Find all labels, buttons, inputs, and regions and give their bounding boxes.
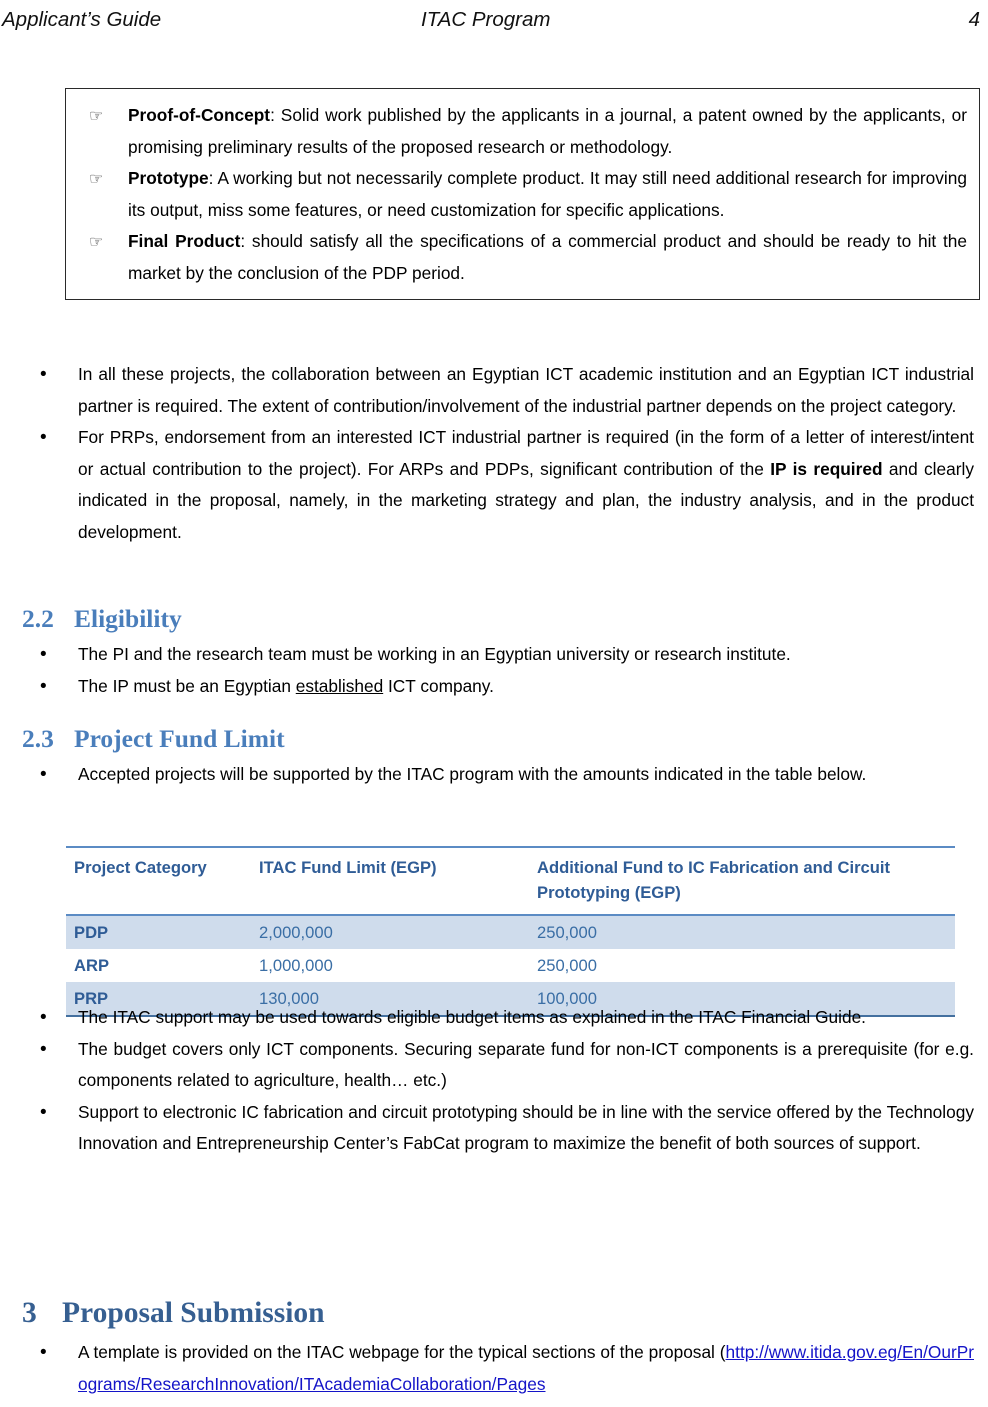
list-item: [0, 422, 988, 548]
callout-item-text: should satisfy all the specifications of a commercial product and should be ready to hit the market by the conclusion of the PDP period.: [128, 231, 967, 283]
list-item-text: Support to electronic IC fabrication and circuit prototyping should be in line with the service offered by the Technology Innovation and Entrepreneurship Center’s FabCat program to maximize the benefit of both sources of support.: [78, 1101, 974, 1153]
definitions-callout-box: [65, 88, 980, 300]
bullet-dot-icon: •: [40, 675, 47, 697]
list-item-text-post: ICT company.: [383, 675, 494, 696]
bullet-dot-icon: •: [40, 1038, 47, 1060]
list-item-text-pre: For PRPs, endorsement from an interested ICT industrial partner is required (in the form of a letter of interest/intent or actual contribution to the project). For ARPs and PDPs, significant contribution of the: [78, 427, 974, 479]
table-row: [66, 949, 955, 982]
heading-title: Eligibility: [74, 604, 182, 633]
bullet-dot-icon: •: [40, 644, 47, 665]
list-item: [0, 1337, 988, 1400]
table-header: [66, 847, 955, 915]
cell-additional-fund: 250,000: [537, 923, 597, 942]
bullet-dot-icon: •: [40, 427, 47, 448]
fund-intro-bullet-list: [0, 759, 988, 791]
eligibility-bullet-list: [0, 639, 988, 702]
heading-title: Project Fund Limit: [74, 724, 285, 753]
running-header: [0, 6, 988, 40]
list-item-text-bold: IP is required: [770, 458, 883, 479]
list-item-text: The budget covers only ICT components. Securing separate fund for non-ICT components is a prerequisite (for e.g. components related to agriculture, health… etc.): [78, 1038, 974, 1090]
proposal-bullet-list: [0, 1337, 988, 1400]
callout-item-separator: :: [208, 168, 218, 188]
intro-bullet-list: [0, 359, 988, 548]
pointing-hand-icon: ☞: [89, 171, 104, 188]
table-row: [66, 915, 955, 949]
callout-item: [76, 163, 967, 226]
header-center-title: ITAC Program: [421, 8, 551, 31]
heading-number: 2.2: [22, 604, 54, 633]
list-item: [0, 359, 988, 422]
cell-additional-fund: 100,000: [537, 989, 597, 1008]
cell-additional-fund: 250,000: [537, 956, 597, 975]
list-item: [0, 1002, 988, 1034]
table-body: [66, 915, 955, 1016]
column-header-additional-fund: Additional Fund to IC Fabrication and Circuit Prototyping (EGP): [537, 858, 891, 902]
column-header-itac-fund-limit: ITAC Fund Limit (EGP): [259, 858, 437, 877]
bullet-dot-icon: •: [40, 1342, 47, 1363]
list-item-text-pre: The IP must be an Egyptian: [78, 675, 296, 696]
pointing-hand-icon: ☞: [89, 234, 104, 251]
fund-notes-bullet-list: [0, 1002, 988, 1160]
callout-item-text: Solid work published by the applicants in a journal, a patent owned by the applicants, or promising preliminary results of the proposed research or methodology.: [128, 105, 967, 157]
project-fund-limit-table: [66, 846, 955, 1017]
pointing-hand-icon: ☞: [89, 108, 104, 125]
cell-itac-fund-limit: 1,000,000: [259, 956, 333, 975]
heading-number: 3: [22, 1297, 37, 1329]
list-item-text: The PI and the research team must be working in an Egyptian university or research institute.: [78, 644, 791, 664]
callout-item-separator: :: [240, 231, 252, 251]
cell-project-category: PDP: [74, 923, 109, 942]
bullet-dot-icon: •: [40, 764, 47, 785]
itac-webpage-link[interactable]: http://www.itida.gov.eg/En/OurPrograms/ResearchInnovation/ITAcademiaCollaboration/Pages: [78, 1342, 974, 1394]
callout-item-term: Final Product: [128, 231, 241, 251]
bullet-dot-icon: •: [40, 1101, 47, 1123]
list-item-text-underlined: established: [295, 675, 384, 696]
list-item-text: In all these projects, the collaboration between an Egyptian ICT academic institution and an Egyptian ICT industrial partner is required. The extent of contribution/involvement of the industrial partner depends on the project category.: [78, 364, 974, 416]
cell-itac-fund-limit: 2,000,000: [259, 923, 333, 942]
callout-item-text: A working but not necessarily complete product. It may still need additional research for improving its output, miss some features, or need customization for specific applications.: [128, 168, 967, 220]
callout-item-separator: :: [270, 105, 281, 125]
list-item: [0, 671, 988, 703]
table-header-row: [66, 847, 955, 915]
column-header-project-category: Project Category: [74, 858, 207, 877]
list-item-text: The ITAC support may be used towards eligible budget items as explained in the ITAC Financial Guide.: [78, 1007, 866, 1027]
list-item-text-post: and clearly indicated in the proposal, namely, in the marketing strategy and plan, the industry analysis, and in the product development.: [78, 458, 974, 542]
callout-item: [76, 226, 967, 289]
heading-title: Proposal Submission: [62, 1297, 325, 1329]
callout-item-term: Prototype: [128, 168, 209, 188]
list-item-text: Accepted projects will be supported by the ITAC program with the amounts indicated in the table below.: [78, 764, 867, 784]
list-item: [0, 639, 988, 671]
list-item: [0, 1097, 988, 1160]
list-item: [0, 759, 988, 791]
heading-eligibility: [22, 603, 182, 635]
heading-proposal-submission: [22, 1295, 325, 1331]
header-left-title: Applicant’s Guide: [2, 8, 162, 31]
bullet-dot-icon: •: [40, 364, 47, 385]
heading-number: 2.3: [22, 724, 54, 753]
cell-itac-fund-limit: 130,000: [259, 989, 319, 1008]
callout-item-term: Proof-of-Concept: [128, 105, 271, 125]
list-item-text-pre: A template is provided on the ITAC webpage for the typical sections of the proposal (: [78, 1342, 726, 1362]
cell-project-category: PRP: [74, 989, 109, 1008]
cell-project-category: ARP: [74, 956, 110, 975]
callout-item: [76, 100, 967, 163]
heading-project-fund-limit: [22, 723, 285, 755]
page-number: 4: [968, 8, 980, 31]
bullet-dot-icon: •: [40, 1007, 47, 1028]
list-item: [0, 1034, 988, 1097]
